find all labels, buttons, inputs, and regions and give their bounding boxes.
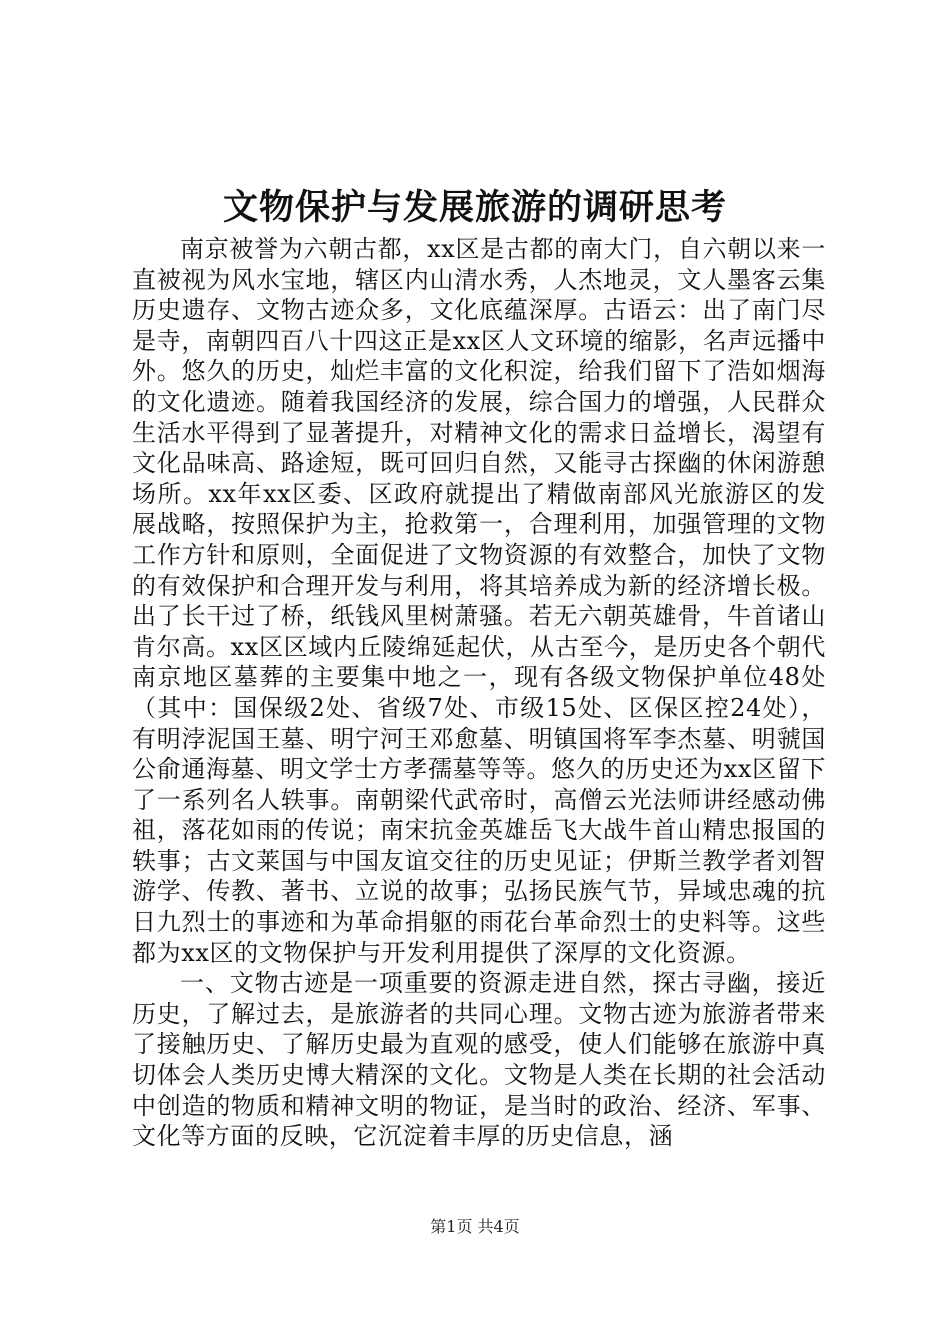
- document-body: [132, 234, 826, 1152]
- paragraph-section-one: 一、文物古迹是一项重要的资源走进自然，探古寻幽，接近历史，了解过去，是旅游者的共同心理。文物古迹为旅游者带来了接触历史、了解历史最为直观的感受，使人们能够在旅游中真切体会人类历史博大精深的文化。文物是人类在长期的社会活动中创造的物质和精神文明的物证，是当时的政治、经济、军事、文化等方面的反映，它沉淀着丰厚的历史信息，涵: [132, 969, 826, 1151]
- page-footer: 第1页 共4页: [430, 1217, 520, 1236]
- document-title: 文物保护与发展旅游的调研思考: [222, 187, 727, 228]
- paragraph-intro: 南京被誉为六朝古都，xx区是古都的南大门，自六朝以来一直被视为风水宝地，辖区内山清水秀，人杰地灵，文人墨客云集历史遗存、文物古迹众多，文化底蕴深厚。古语云：出了南门尽是寺，南朝四百八十四这正是xx区人文环境的缩影，名声远播中外。悠久的历史，灿烂丰富的文化积淀，给我们留下了浩如烟海的文化遗迹。随着我国经济的发展，综合国力的增强，人民群众生活水平得到了显著提升，对精神文化的需求日益增长，渴望有文化品味高、路途短，既可回归自然，又能寻古探幽的休闲游憩场所。xx年xx区委、区政府就提出了精做南部风光旅游区的发展战略，按照保护为主，抢救第一，合理利用，加强管理的文物工作方针和原则，全面促进了文物资源的有效整合，加快了文物的有效保护和合理开发与利用，将其培养成为新的经济增长极。出了长干过了桥，纸钱风里树萧骚。若无六朝英雄骨，牛首诸山肯尔高。xx区区域内丘陵绵延起伏，从古至今，是历史各个朝代南京地区墓葬的主要集中地之一，现有各级文物保护单位48处（其中：国保级2处、省级7处、市级15处、区保区控24处），有明浡泥国王墓、明宁河王邓愈墓、明镇国将军李杰墓、明虢国公俞通海墓、明文学士方孝孺墓等等。悠久的历史还为xx区留下了一系列名人轶事。南朝梁代武帝时，高僧云光法师讲经感动佛祖，落花如雨的传说；南宋抗金英雄岳飞大战牛首山精忠报国的轶事；古文莱国与中国友谊交往的历史见证；伊斯兰教学者刘智游学、传教、著书、立说的故事；弘扬民族气节，异域忠魂的抗日九烈士的事迹和为革命捐躯的雨花台革命烈士的史料等。这些都为xx区的文物保护与开发利用提供了深厚的文化资源。: [132, 235, 826, 967]
